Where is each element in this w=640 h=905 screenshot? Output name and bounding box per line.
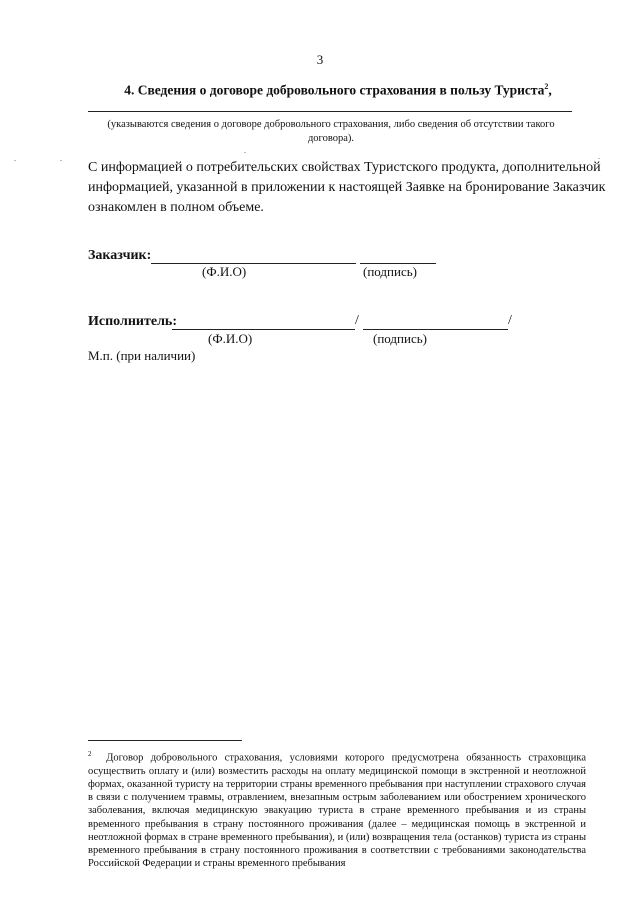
acknowledgement-line: ознакомлен в полном объеме. (88, 200, 264, 215)
customer-name-line (151, 263, 356, 264)
scan-speck (14, 160, 16, 161)
insurance-details-hint: (указываются сведения о договоре добровольного страхования, либо сведения об отсутствии такого договора). (107, 119, 555, 144)
customer-label: Заказчик: (88, 248, 152, 263)
section-heading (0, 82, 640, 99)
executor-signature-line (363, 329, 508, 330)
section-heading-text: 4. Сведения о договоре добровольного страхования в пользу Туриста (124, 82, 545, 98)
footnote-text: Договор добровольного страхования, условиями которого предусмотрена обязанность страховщика осуществить оплату и (или) возместить расходы на оплату медицинской помощи в экстренной и неотложной формах, оказанной туристу на территории страны временного пребывания при наступлении страхового случая в связи с получением травмы, отравлением, внезапным острым заболеванием или обострением хронического заболевания, включая медицинскую эвакуацию туриста в стране временного пребывания и из страны временного пребывания в страну постоянного проживания (далее – медицинская помощь в экстренной и неотложной формах в стране временного пребывания), и (или) возвращения тела (останков) туриста из страны временного пребывания в страну постоянного проживания в соответствии с требованиями законодательства Российской Федерации и страны временного пребывания (88, 752, 587, 870)
customer-signature-caption: (подпись) (363, 264, 417, 279)
acknowledgement-line: информацией, указанной в приложении к настоящей Заявке на бронирование Заказчик (88, 180, 606, 195)
executor-label: Исполнитель: (88, 314, 177, 329)
section-heading-suffix: , (548, 82, 552, 98)
acknowledgement-line: С информацией о потребительских свойствах Туристского продукта, дополнительной (88, 160, 601, 175)
customer-name-caption: (Ф.И.О) (202, 264, 247, 279)
insurance-details-line (88, 111, 572, 112)
footnote-marker: 2 (88, 750, 92, 758)
executor-separator: / (508, 313, 512, 328)
executor-name-line (172, 329, 355, 330)
executor-separator: / (355, 313, 359, 328)
footnote-reference: 2 (544, 82, 549, 91)
executor-name-caption: (Ф.И.О) (208, 331, 253, 346)
footnote-rule (88, 740, 242, 741)
scan-speck (598, 158, 600, 159)
executor-signature-caption: (подпись) (373, 331, 427, 346)
scan-speck (60, 160, 62, 161)
footnote (88, 748, 586, 870)
page-number: 3 (316, 52, 324, 67)
scan-speck (244, 152, 246, 153)
acknowledgement-paragraph (88, 158, 606, 218)
stamp-note: М.п. (при наличии) (88, 348, 196, 363)
